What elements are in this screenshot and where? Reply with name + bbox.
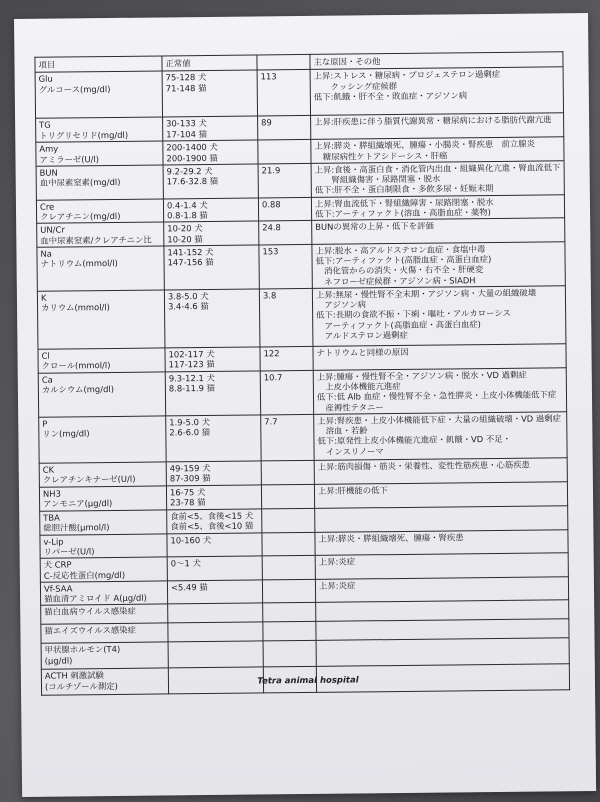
hospital-name-footer: Tetra animal hospital bbox=[257, 675, 359, 687]
table-row bbox=[35, 67, 563, 119]
cause-notes: 上昇:食後・高蛋白食・消化管内出血・組織異化亢進・腎血流低下 腎組織傷害・尿路閉塞・脱水 低下:肝不全・蛋白制限食・多飲多尿・妊娠末期 bbox=[311, 161, 564, 198]
table-row bbox=[37, 241, 565, 291]
cause-notes: 上昇:腎血流低下・腎組織障害・尿路閉塞・脱水 低下:アーティファクト(溶血・高脂血症・薬物) bbox=[311, 195, 564, 221]
cause-notes: 上昇:ストレス・糖尿病・プロジェステロン過剰症 クッシング症候群 低下:飢餓・肝不全・敗血症・アジソン病 bbox=[310, 67, 563, 116]
table-body bbox=[35, 67, 569, 695]
cause-notes: 上昇:腫瘍・慢性腎不全・アジソン病・脱水・VD 過剰症 上皮小体機能亢進症 低下:低 Alb 血症・慢性腎不全・急性膵炎・上皮小体機能低下症 産褥性テタニー bbox=[313, 367, 566, 414]
header-notes: 主な原因・その他 bbox=[310, 52, 563, 70]
cause-notes: 上昇:無尿・慢性腎不全末期・アジソン病・大量の組織破壊 アジソン病 低下:長期の食欲不振・下痢・嘔吐・アルカローシス アーティファクト(高脂血症・高蛋白血症) アルドステロン過剰症 bbox=[312, 285, 566, 346]
normal-range bbox=[168, 641, 263, 668]
table-row bbox=[37, 285, 566, 349]
test-item: Vf-SAA 猫血清アミロイド A(μg/dl) bbox=[40, 581, 167, 606]
table-row bbox=[36, 161, 564, 201]
result-value bbox=[263, 622, 316, 642]
test-item: CK クレアチンキナーゼ(U/l) bbox=[39, 462, 166, 487]
cause-notes: 上昇:膵炎・膵組織壊死、腫瘍・小腸炎・腎疾患 前立腺炎 糖尿病性ケトアシドーシス・肝癌 bbox=[311, 137, 564, 163]
cause-notes: 上昇:炎症 bbox=[315, 553, 568, 579]
test-item: Glu グルコース(mg/dl) bbox=[35, 71, 162, 118]
cause-notes: 上昇:炎症 bbox=[315, 576, 568, 602]
test-item: NH3 アンモニア(μg/dl) bbox=[39, 486, 166, 511]
result-value: 21.9 bbox=[258, 163, 311, 198]
cause-notes: 上昇:肝機能の低下 bbox=[314, 481, 567, 508]
result-value bbox=[258, 140, 311, 164]
test-item: ACTH 刺激試験 (コルチゾール測定) bbox=[41, 668, 168, 695]
result-value: 24.8 bbox=[259, 221, 312, 245]
normal-range: 30-133 犬 17-104 猫 bbox=[163, 116, 258, 141]
normal-range: 16-75 犬 23-78 猫 bbox=[166, 485, 261, 510]
test-item: Cl クロール(mmol/l) bbox=[38, 348, 165, 373]
result-value: 122 bbox=[260, 346, 313, 371]
normal-range bbox=[168, 622, 263, 642]
cause-notes bbox=[315, 505, 568, 532]
printed-sheet bbox=[14, 13, 596, 797]
cause-notes: 上昇:肝疾患に伴う脂質代謝異常・糖尿病における脂肪代謝亢進 bbox=[311, 113, 564, 140]
result-value: 113 bbox=[257, 70, 310, 117]
test-item: K カリウム(mmol/l) bbox=[37, 290, 165, 349]
normal-range: 10-160 犬 bbox=[167, 533, 262, 557]
normal-range: 食前<5、食後<15 犬 食前<5、食後<10 猫 bbox=[167, 509, 262, 534]
result-value: 10.7 bbox=[260, 370, 313, 415]
normal-range: 1.9-5.0 犬 2.6-6.0 猫 bbox=[166, 415, 261, 462]
result-value: 89 bbox=[258, 116, 311, 141]
normal-range: 0〜1 犬 bbox=[167, 556, 262, 580]
test-item: TBA 総胆汁酸(μmol/l) bbox=[40, 510, 167, 535]
table-row bbox=[38, 367, 566, 417]
test-item: BUN 血中尿素窒素(mg/dl) bbox=[36, 165, 163, 200]
normal-range bbox=[168, 603, 263, 623]
test-item: 猫エイズウイルス感染症 bbox=[41, 623, 168, 643]
header-item: 項目 bbox=[35, 56, 162, 73]
test-item: 犬 CRP C-反応性蛋白(mg/dl) bbox=[40, 557, 167, 582]
normal-range: 200-1400 犬 200-1900 猫 bbox=[163, 140, 258, 164]
cause-notes: ナトリウムと同様の原因 bbox=[313, 343, 566, 370]
test-item: TG トリグリセリド(mg/dl) bbox=[36, 117, 163, 142]
table-row bbox=[39, 411, 567, 463]
test-item: Amy アミラーゼ(U/l) bbox=[36, 141, 163, 166]
normal-range: 49-159 犬 87-309 猫 bbox=[166, 461, 261, 486]
normal-range: <5.49 猫 bbox=[167, 580, 262, 604]
result-value bbox=[262, 508, 315, 533]
normal-range: 3.8-5.0 犬 3.4-4.6 猫 bbox=[164, 289, 260, 348]
result-value bbox=[262, 556, 315, 580]
result-value bbox=[261, 484, 314, 509]
blood-test-reference-table bbox=[34, 51, 570, 696]
result-value bbox=[262, 579, 315, 603]
cause-notes: 上昇:筋肉損傷・筋炎・栄養性、変性性筋疾患・心筋疾患 bbox=[314, 457, 567, 484]
result-value bbox=[263, 641, 316, 668]
test-item: Na ナトリウム(mmol/l) bbox=[37, 246, 164, 291]
result-value: 3.8 bbox=[259, 288, 313, 347]
normal-range: 9.2-29.2 犬 17.6-32.8 猫 bbox=[163, 164, 258, 199]
normal-range: 102-117 犬 117-123 猫 bbox=[165, 347, 260, 372]
result-value bbox=[263, 603, 316, 623]
test-item: 猫白血病ウイルス感染症 bbox=[41, 604, 168, 624]
test-item: v-Lip リパーゼ(U/l) bbox=[40, 534, 167, 559]
test-item: P リン(mg/dl) bbox=[39, 416, 166, 463]
test-item: Cre クレアチニン(mg/dl) bbox=[36, 199, 163, 224]
test-item: UN/Cr 血中尿素窒素/クレアチニン比 bbox=[37, 222, 164, 247]
result-value: 0.88 bbox=[258, 197, 311, 221]
result-value: 7.7 bbox=[261, 414, 314, 461]
header-normal-value: 正常値 bbox=[162, 55, 257, 71]
header-result bbox=[257, 54, 310, 70]
result-value bbox=[262, 532, 315, 556]
cause-notes: 上昇:膵炎・膵組織壊死、腫瘍・腎疾患 bbox=[315, 529, 568, 555]
cause-notes: 上昇:腎疾患・上皮小体機能低下症・大量の組織破壊・VD 過剰症 溶血・若齢 低下:原発性上皮小体機能亢進症・飢餓・VD 不足・ インスリノーマ bbox=[314, 411, 567, 460]
cause-notes bbox=[316, 638, 569, 667]
result-value bbox=[261, 460, 314, 485]
test-item: 甲状腺ホルモン(T4) (μg/dl) bbox=[41, 642, 168, 669]
normal-range: 0.4-1.4 犬 0.8-1.8 猫 bbox=[163, 198, 258, 222]
normal-range: 75-128 犬 71-148 猫 bbox=[162, 70, 257, 117]
normal-range: 141-152 犬 147-156 猫 bbox=[164, 245, 259, 290]
cause-notes: BUNの異常の上昇・低下を評価 bbox=[312, 218, 565, 244]
cause-notes: 上昇:脱水・高アルドステロン血症・食塩中毒 低下:アーティファクト(高脂血症・高蛋白血症) 消化管からの消失・火傷・右不全・肝硬変 ネフローゼ症候群・アジソン病・SIADH bbox=[312, 241, 565, 288]
result-value: 153 bbox=[259, 244, 312, 289]
normal-range: 10-20 犬 10-20 猫 bbox=[164, 221, 259, 245]
test-item: Ca カルシウム(mg/dl) bbox=[38, 372, 165, 417]
normal-range: 9.3-12.1 犬 8.8-11.9 猫 bbox=[165, 371, 260, 416]
